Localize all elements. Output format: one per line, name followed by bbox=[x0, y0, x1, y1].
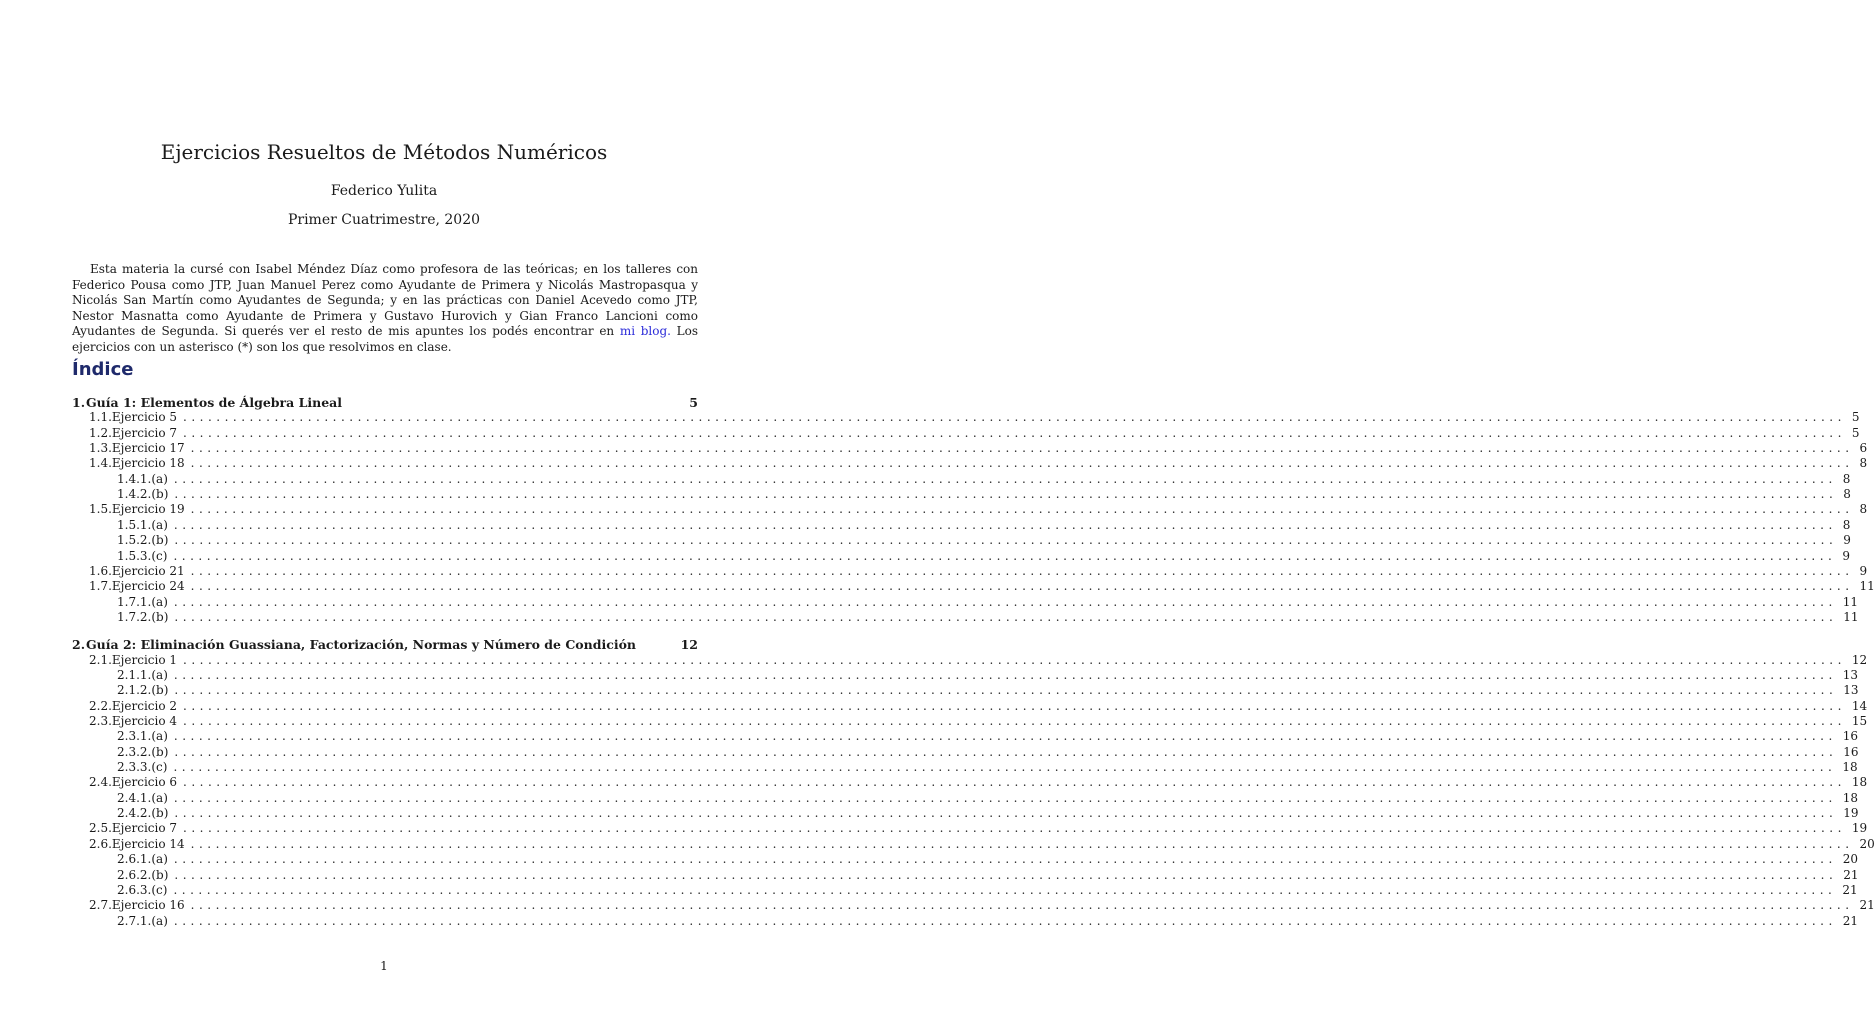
toc-subsection[interactable] bbox=[72, 456, 1868, 471]
toc-entry-number: 1.2. bbox=[89, 426, 112, 440]
toc-entry-label: Ejercicio 14 bbox=[111, 837, 185, 851]
toc-entry-page: 21 bbox=[1843, 868, 1859, 882]
toc-heading: Índice bbox=[72, 359, 134, 380]
toc-entry-number: 1.4.2. bbox=[117, 487, 152, 501]
toc-entry-page: 16 bbox=[1842, 729, 1859, 743]
abstract-text-end: Los ejercicios con un asterisco (*) son los que resolvimos en clase. bbox=[72, 324, 699, 354]
toc-entry-number: 2.1. bbox=[89, 653, 112, 667]
toc-leader-dots: ........................................................................................................................................................................................................ bbox=[174, 806, 1838, 820]
toc-entry-number: 2.2. bbox=[89, 699, 112, 713]
toc-leader-dots: ........................................................................................................................................................................................................ bbox=[173, 668, 1837, 682]
toc-entry-page: 20 bbox=[1842, 852, 1859, 866]
toc-leader-dots: ........................................................................................................................................................................................................ bbox=[183, 775, 1846, 789]
toc-subsubsection[interactable] bbox=[72, 533, 1851, 548]
toc-entry-number: 1.5.3. bbox=[117, 549, 152, 563]
toc-entry-label: Ejercicio 18 bbox=[111, 456, 185, 470]
toc-subsubsection[interactable] bbox=[72, 852, 1859, 867]
toc-entry-number: 1.4.1. bbox=[117, 472, 152, 486]
toc-subsection[interactable] bbox=[72, 441, 1868, 456]
toc-entry-page: 8 bbox=[1843, 487, 1851, 501]
toc-entry-number: 1. bbox=[72, 395, 86, 410]
toc-subsubsection[interactable] bbox=[72, 883, 1858, 898]
blog-link[interactable]: mi blog. bbox=[619, 324, 671, 338]
toc-entry-number: 2.3.1. bbox=[117, 729, 152, 743]
toc-entry-number: 1.3. bbox=[89, 441, 112, 455]
toc-entry-page: 11 bbox=[1859, 579, 1875, 593]
toc-entry-number: 1.6. bbox=[89, 564, 112, 578]
toc-entry-label: Ejercicio 19 bbox=[111, 502, 185, 516]
toc-entry-number: 2.4.1. bbox=[117, 791, 152, 805]
toc-leader-dots: ........................................................................................................................................................................................................ bbox=[190, 456, 1854, 470]
toc-entry-page: 21 bbox=[1842, 883, 1858, 897]
toc-entry-number: 1.5. bbox=[89, 502, 112, 516]
toc-subsection[interactable] bbox=[72, 775, 1868, 790]
toc-entry-page: 8 bbox=[1859, 456, 1868, 470]
toc-entry-label: (a) bbox=[151, 595, 168, 609]
toc-entry-label: (b) bbox=[151, 683, 169, 697]
toc-leader-dots: ........................................................................................................................................................................................................ bbox=[174, 745, 1838, 759]
toc-section[interactable] bbox=[72, 637, 698, 652]
toc-subsubsection[interactable] bbox=[72, 760, 1858, 775]
toc-leader-dots: ........................................................................................................................................................................................................ bbox=[183, 410, 1846, 424]
toc-entry-label: (b) bbox=[151, 868, 169, 882]
toc-entry-page: 8 bbox=[1842, 518, 1851, 532]
toc-entry-label: Ejercicio 2 bbox=[111, 699, 178, 713]
toc-leader-dots: ........................................................................................................................................................................................................ bbox=[190, 837, 1854, 851]
toc-entry-label: (b) bbox=[151, 806, 169, 820]
toc-entry-page: 8 bbox=[1842, 472, 1851, 486]
toc-entry-label: Guía 1: Elementos de Álgebra Lineal bbox=[86, 395, 343, 410]
toc-leader-dots: ........................................................................................................................................................................................................ bbox=[173, 791, 1837, 805]
toc-entry-page: 9 bbox=[1842, 549, 1850, 563]
toc-subsubsection[interactable] bbox=[72, 729, 1859, 744]
abstract-paragraph bbox=[72, 262, 698, 355]
toc-entry-number: 2.4. bbox=[89, 775, 112, 789]
toc-entry-label: (b) bbox=[151, 533, 169, 547]
toc-leader-dots: ........................................................................................................................................................................................................ bbox=[173, 549, 1837, 563]
toc-entry-number: 2.6. bbox=[89, 837, 112, 851]
toc-subsection[interactable] bbox=[72, 426, 1860, 441]
toc-entry-label: Ejercicio 6 bbox=[111, 775, 178, 789]
toc-subsection[interactable] bbox=[72, 579, 1875, 594]
toc-entry-label: (b) bbox=[151, 610, 169, 624]
toc-leader-dots: ........................................................................................................................................................................................................ bbox=[174, 868, 1838, 882]
document-title: Ejercicios Resueltos de Métodos Numéricos bbox=[160, 140, 608, 164]
toc-entry-page: 11 bbox=[1843, 610, 1859, 624]
toc-entry-number: 2. bbox=[72, 637, 86, 652]
toc-leader-dots: ........................................................................................................................................................................................................ bbox=[183, 699, 1846, 713]
toc-entry-label: (a) bbox=[151, 668, 168, 682]
toc-entry-number: 1.4. bbox=[89, 456, 112, 470]
toc-leader-dots: ........................................................................................................................................................................................................ bbox=[183, 714, 1846, 728]
toc-subsection[interactable] bbox=[72, 898, 1875, 913]
toc-entry-label: Ejercicio 1 bbox=[111, 653, 178, 667]
toc-entry-page: 13 bbox=[1843, 683, 1859, 697]
document-date: Primer Cuatrimestre, 2020 bbox=[287, 212, 481, 228]
toc-leader-dots: ........................................................................................................................................................................................................ bbox=[183, 653, 1846, 667]
toc-leader-dots: ........................................................................................................................................................................................................ bbox=[183, 821, 1846, 835]
toc-entry-page: 19 bbox=[1851, 821, 1868, 835]
toc-section[interactable] bbox=[72, 395, 698, 410]
toc-entry-page: 5 bbox=[1851, 426, 1860, 440]
toc-entry-page: 16 bbox=[1843, 745, 1859, 759]
toc-entry-label: (a) bbox=[151, 914, 168, 928]
toc-entry-number: 2.3.3. bbox=[117, 760, 152, 774]
toc-entry-number: 2.3. bbox=[89, 714, 112, 728]
toc-leader-dots: ........................................................................................................................................................................................................ bbox=[174, 533, 1838, 547]
toc-leader-dots: ........................................................................................................................................................................................................ bbox=[174, 487, 1838, 501]
toc-subsubsection[interactable] bbox=[72, 791, 1859, 806]
toc-leader-dots: ........................................................................................................................................................................................................ bbox=[190, 564, 1854, 578]
toc-leader-dots: ........................................................................................................................................................................................................ bbox=[190, 441, 1854, 455]
toc-entry-label: Ejercicio 4 bbox=[111, 714, 178, 728]
toc-entry-page: 20 bbox=[1859, 837, 1875, 851]
toc-entry-page: 18 bbox=[1842, 760, 1858, 774]
toc-leader-dots: ........................................................................................................................................................................................................ bbox=[173, 595, 1837, 609]
toc-entry-page: 18 bbox=[1842, 791, 1859, 805]
toc-subsection[interactable] bbox=[72, 410, 1860, 425]
toc-entry-page: 18 bbox=[1851, 775, 1868, 789]
toc-leader-dots: ........................................................................................................................................................................................................ bbox=[174, 683, 1838, 697]
toc-leader-dots: ........................................................................................................................................................................................................ bbox=[173, 914, 1837, 928]
toc-entry-label: (a) bbox=[151, 852, 168, 866]
toc-entry-label: (a) bbox=[151, 518, 168, 532]
toc-entry-label: (a) bbox=[151, 729, 168, 743]
toc-entry-number: 2.4.2. bbox=[117, 806, 152, 820]
toc-entry-page: 19 bbox=[1843, 806, 1859, 820]
toc-leader-dots: ........................................................................................................................................................................................................ bbox=[173, 729, 1837, 743]
toc-entry-number: 2.5. bbox=[89, 821, 112, 835]
toc-entry-page: 21 bbox=[1842, 914, 1859, 928]
toc-entry-label: Ejercicio 5 bbox=[111, 410, 178, 424]
toc-subsubsection[interactable] bbox=[72, 914, 1859, 929]
toc-entry-page: 8 bbox=[1859, 502, 1868, 516]
toc-leader-dots: ........................................................................................................................................................................................................ bbox=[173, 472, 1837, 486]
toc-leader-dots: ........................................................................................................................................................................................................ bbox=[173, 852, 1837, 866]
toc-leader-dots: ........................................................................................................................................................................................................ bbox=[183, 426, 1846, 440]
toc-subsubsection[interactable] bbox=[72, 610, 1859, 625]
toc-subsubsection[interactable] bbox=[72, 518, 1851, 533]
toc-entry-label: (c) bbox=[151, 883, 168, 897]
toc-entry-number: 2.1.1. bbox=[117, 668, 152, 682]
toc-entry-label: Ejercicio 7 bbox=[111, 821, 178, 835]
toc-subsection[interactable] bbox=[72, 699, 1868, 714]
toc-entry-number: 1.7.2. bbox=[117, 610, 152, 624]
toc-subsubsection[interactable] bbox=[72, 668, 1859, 683]
abstract-text-start: Esta materia la cursé con Isabel Méndez Díaz como profesora de las teóricas; en los talleres con Federico Pousa como JTP, Juan Manuel Perez como Ayudante de Primera y Nicolás Mastropasqua y Nicolás San Martín como Ayudantes de Segunda; y en las prácticas con Daniel Acevedo como JTP, Nestor Masnatta como Ayudante de Primera y Gustavo Hurovich y Gian Franco Lancioni como Ayudantes de Segunda. Si querés ver el resto de mis apuntes los podés encontrar en bbox=[72, 262, 698, 338]
toc-subsubsection[interactable] bbox=[72, 745, 1859, 760]
toc-entry-page: 9 bbox=[1843, 533, 1851, 547]
toc-subsection[interactable] bbox=[72, 502, 1868, 517]
toc-entry-page: 13 bbox=[1842, 668, 1859, 682]
toc-subsubsection[interactable] bbox=[72, 549, 1850, 564]
toc-entry-label: Ejercicio 21 bbox=[111, 564, 185, 578]
toc-entry-label: (a) bbox=[151, 472, 168, 486]
toc-entry-label: Ejercicio 16 bbox=[111, 898, 185, 912]
toc-leader-dots: ........................................................................................................................................................................................................ bbox=[190, 898, 1854, 912]
toc-leader-dots: ........................................................................................................................................................................................................ bbox=[190, 502, 1854, 516]
toc-subsubsection[interactable] bbox=[72, 487, 1851, 502]
toc-entry-page: 15 bbox=[1851, 714, 1868, 728]
toc-entry-number: 2.7.1. bbox=[117, 914, 152, 928]
toc-entry-label: (c) bbox=[151, 549, 168, 563]
toc-subsubsection[interactable] bbox=[72, 868, 1859, 883]
toc-entry-number: 2.6.3. bbox=[117, 883, 152, 897]
toc-entry-page: 5 bbox=[689, 395, 698, 410]
toc-entry-label: (b) bbox=[151, 487, 169, 501]
toc-subsubsection[interactable] bbox=[72, 683, 1859, 698]
toc-entry-number: 2.3.2. bbox=[117, 745, 152, 759]
toc-subsection[interactable] bbox=[72, 821, 1868, 836]
toc-entry-page: 6 bbox=[1859, 441, 1868, 455]
toc-entry-number: 2.6.1. bbox=[117, 852, 152, 866]
toc-leader-dots: ........................................................................................................................................................................................................ bbox=[190, 579, 1854, 593]
toc-entry-page: 12 bbox=[1851, 653, 1868, 667]
toc-entry-number: 1.7.1. bbox=[117, 595, 152, 609]
toc-entry-number: 2.1.2. bbox=[117, 683, 152, 697]
toc-entry-label: Ejercicio 17 bbox=[111, 441, 185, 455]
toc-entry-number: 2.7. bbox=[89, 898, 112, 912]
toc-subsubsection[interactable] bbox=[72, 595, 1859, 610]
toc-entry-page: 12 bbox=[680, 637, 698, 652]
toc-entry-number: 1.1. bbox=[89, 410, 112, 424]
toc-entry-label: Ejercicio 7 bbox=[111, 426, 178, 440]
toc-entry-label: Ejercicio 24 bbox=[111, 579, 185, 593]
toc-entry-label: (b) bbox=[151, 745, 169, 759]
toc-leader-dots: ........................................................................................................................................................................................................ bbox=[174, 610, 1838, 624]
toc-entry-page: 9 bbox=[1859, 564, 1868, 578]
toc-subsubsection[interactable] bbox=[72, 806, 1859, 821]
toc-entry-label: (c) bbox=[151, 760, 168, 774]
toc-entry-page: 11 bbox=[1842, 595, 1859, 609]
toc-entry-number: 1.5.2. bbox=[117, 533, 152, 547]
toc-entry-page: 14 bbox=[1851, 699, 1868, 713]
toc-entry-number: 1.5.1. bbox=[117, 518, 152, 532]
toc-entry-page: 5 bbox=[1851, 410, 1860, 424]
toc-entry-page: 21 bbox=[1859, 898, 1875, 912]
toc-leader-dots: ........................................................................................................................................................................................................ bbox=[173, 883, 1837, 897]
toc-entry-number: 1.7. bbox=[89, 579, 112, 593]
toc-entry-number: 2.6.2. bbox=[117, 868, 152, 882]
document-author: Federico Yulita bbox=[330, 183, 438, 199]
toc-entry-label: (a) bbox=[151, 791, 168, 805]
toc-subsection[interactable] bbox=[72, 564, 1868, 579]
toc-subsection[interactable] bbox=[72, 653, 1868, 668]
toc-subsection[interactable] bbox=[72, 837, 1875, 852]
toc-entry-label: Guía 2: Eliminación Guassiana, Factorización, Normas y Número de Condición bbox=[86, 637, 636, 652]
toc-subsection[interactable] bbox=[72, 714, 1868, 729]
toc-leader-dots: ........................................................................................................................................................................................................ bbox=[173, 760, 1837, 774]
toc-subsubsection[interactable] bbox=[72, 472, 1851, 487]
page-number: 1 bbox=[380, 959, 388, 973]
toc-leader-dots: ........................................................................................................................................................................................................ bbox=[173, 518, 1837, 532]
